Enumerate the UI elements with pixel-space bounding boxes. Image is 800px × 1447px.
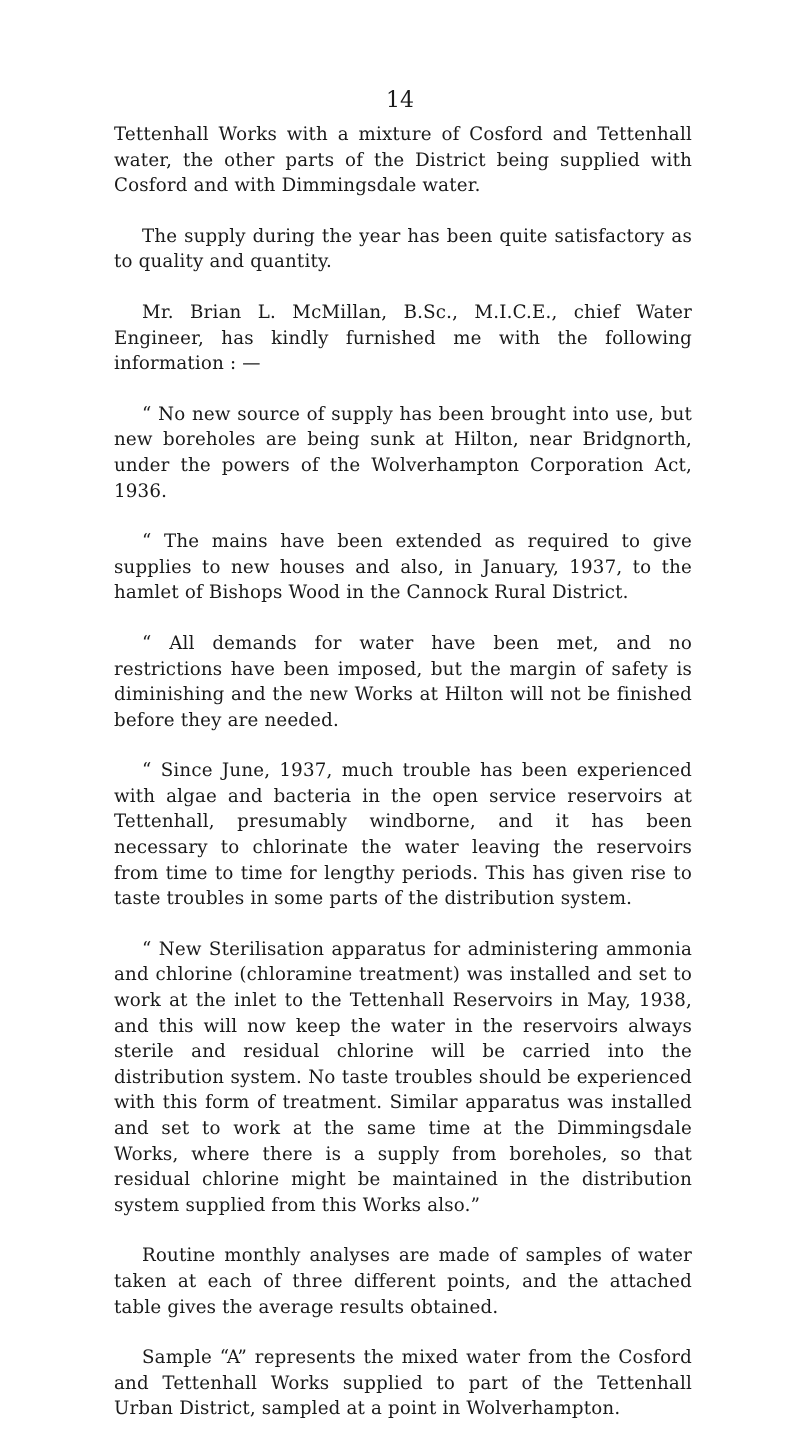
quote-mains-extended: “ The mains have been extended as required to give supplies to new houses and also, in January, 1937, to the hamlet of Bishops Wood in the Cannock Rural District. [114,531,692,604]
paragraph-routine-analyses: Routine monthly analyses are made of samples of water taken at each of three different points, and the attached table gives the average results obtained. [114,1245,692,1318]
quote-demands-met: “ All demands for water have been met, and no restrictions have been imposed, but the margin of safety is diminishing and the new Works at Hilton will not be finished before they are needed. [114,632,692,731]
paragraph-sample-a: Sample “A” represents the mixed water from the Cosford and Tettenhall Works supplied to part of the Tettenhall Urban District, sampled at a point in Wolverhampton. [114,1347,692,1420]
paragraph-water-sources: Tettenhall Works with a mixture of Cosford and Tettenhall water, the other parts of the District being supplied with Cosford and with Dimmingsdale water. [114,124,692,197]
document-body [114,122,692,1447]
paragraph-supply-quality: The supply during the year has been quite satisfactory as to quality and quantity. [114,225,692,273]
quote-new-boreholes: “ No new source of supply has been brought into use, but new boreholes are being sunk at Hilton, near Bridgnorth, under the powers of the Wolverhampton Corporation Act, 1936. [114,403,692,502]
quote-algae-trouble: “ Since June, 1937, much trouble has been experienced with algae and bacteria in the open service reservoirs at Tettenhall, presumably windborne, and it has been necessary to chlorinate the water leaving the reservoirs from time to time for lengthy periods. This has given rise to taste troubles in some parts of the distribution system. [114,760,692,910]
paragraph-engineer-intro: Mr. Brian L. McMillan, B.Sc., M.I.C.E., chief Water Engineer, has kindly furnished me with the following information : — [114,301,692,375]
page-number: 14 [386,88,414,113]
quote-sterilisation-apparatus: “ New Sterilisation apparatus for administering ammonia and chlorine (chloramine treatment) was installed and set to work at the inlet to the Tettenhall Reservoirs in May, 1938, and this will now keep the water in the reservoirs always sterile and residual chlorine will be carried into the distribution system. No taste troubles should be experienced with this form of treatment. Similar apparatus was installed and set to work at the same time at the Dimmingsdale Works, where there is a supply from boreholes, so that residual chlorine might be maintained in the distribution system supplied from this Works also.” [114,938,692,1216]
